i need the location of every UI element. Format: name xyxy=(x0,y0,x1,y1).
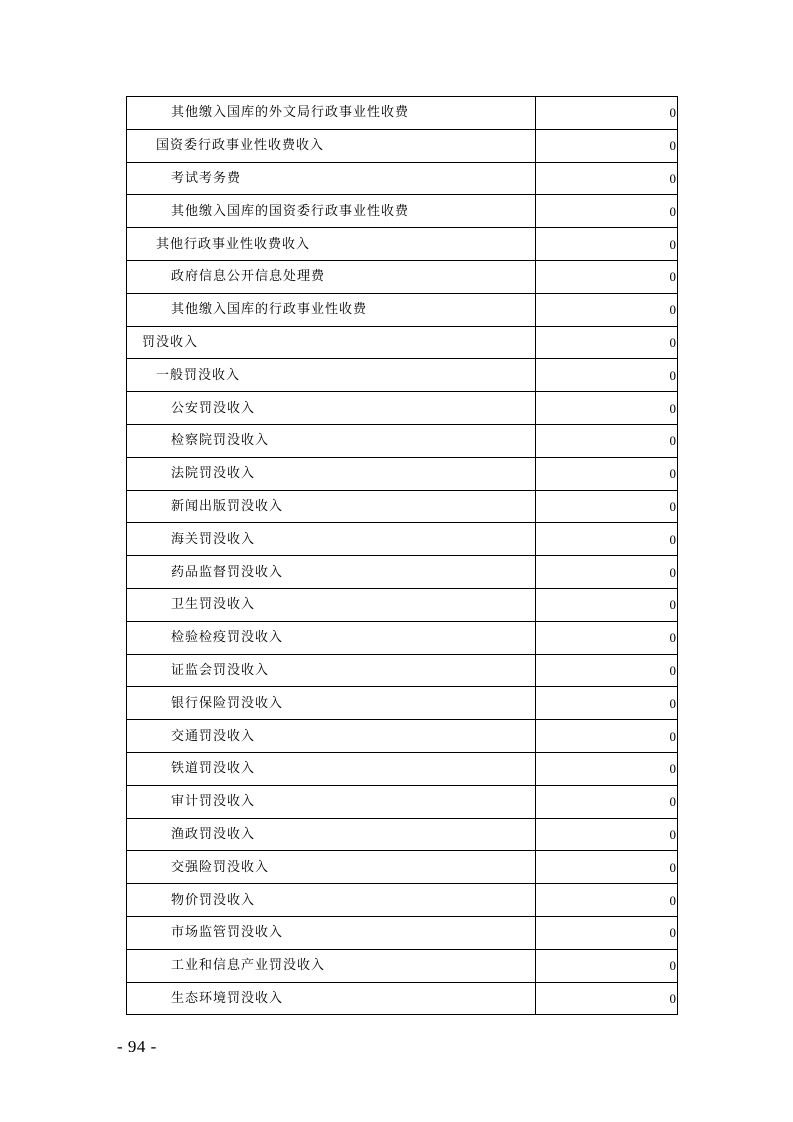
row-item-value: 0 xyxy=(536,490,678,523)
row-item-name: 渔政罚没收入 xyxy=(127,818,536,851)
row-item-name: 市场监管罚没收入 xyxy=(127,916,536,949)
row-item-name: 其他缴入国库的行政事业性收费 xyxy=(127,293,536,326)
row-item-value: 0 xyxy=(536,752,678,785)
row-item-value: 0 xyxy=(536,293,678,326)
table-row xyxy=(127,162,678,195)
table-row xyxy=(127,687,678,720)
row-item-name: 国资委行政事业性收费收入 xyxy=(127,129,536,162)
row-item-name: 法院罚没收入 xyxy=(127,457,536,490)
table-row xyxy=(127,752,678,785)
row-item-value: 0 xyxy=(536,785,678,818)
table-row xyxy=(127,326,678,359)
row-item-name: 一般罚没收入 xyxy=(127,359,536,392)
table-row xyxy=(127,523,678,556)
row-item-name: 海关罚没收入 xyxy=(127,523,536,556)
table-row xyxy=(127,260,678,293)
row-item-name: 考试考务费 xyxy=(127,162,536,195)
row-item-value: 0 xyxy=(536,260,678,293)
table-row xyxy=(127,588,678,621)
row-item-value: 0 xyxy=(536,523,678,556)
row-item-name: 铁道罚没收入 xyxy=(127,752,536,785)
table-row xyxy=(127,359,678,392)
row-item-name: 审计罚没收入 xyxy=(127,785,536,818)
row-item-name: 物价罚没收入 xyxy=(127,884,536,917)
row-item-value: 0 xyxy=(536,818,678,851)
revenue-table xyxy=(126,96,678,1015)
page-number: - 94 - xyxy=(117,1037,157,1056)
table-row xyxy=(127,785,678,818)
table-row xyxy=(127,293,678,326)
row-item-name: 其他缴入国库的外文局行政事业性收费 xyxy=(127,97,536,130)
row-item-value: 0 xyxy=(536,949,678,982)
table-row xyxy=(127,228,678,261)
row-item-value: 0 xyxy=(536,162,678,195)
row-item-name: 检验检疫罚没收入 xyxy=(127,621,536,654)
row-item-value: 0 xyxy=(536,359,678,392)
table-row xyxy=(127,490,678,523)
row-item-name: 银行保险罚没收入 xyxy=(127,687,536,720)
row-item-value: 0 xyxy=(536,588,678,621)
row-item-value: 0 xyxy=(536,556,678,589)
row-item-value: 0 xyxy=(536,916,678,949)
row-item-name: 政府信息公开信息处理费 xyxy=(127,260,536,293)
row-item-name: 卫生罚没收入 xyxy=(127,588,536,621)
row-item-value: 0 xyxy=(536,424,678,457)
row-item-name: 工业和信息产业罚没收入 xyxy=(127,949,536,982)
row-item-value: 0 xyxy=(536,720,678,753)
row-item-value: 0 xyxy=(536,129,678,162)
row-item-name: 其他缴入国库的国资委行政事业性收费 xyxy=(127,195,536,228)
table-row xyxy=(127,949,678,982)
row-item-value: 0 xyxy=(536,228,678,261)
table-row xyxy=(127,982,678,1015)
table-row xyxy=(127,97,678,130)
table-row xyxy=(127,654,678,687)
row-item-name: 生态环境罚没收入 xyxy=(127,982,536,1015)
table-row xyxy=(127,818,678,851)
row-item-value: 0 xyxy=(536,195,678,228)
table-row xyxy=(127,884,678,917)
table-row xyxy=(127,851,678,884)
table-row xyxy=(127,195,678,228)
row-item-value: 0 xyxy=(536,687,678,720)
row-item-name: 药品监督罚没收入 xyxy=(127,556,536,589)
table-row xyxy=(127,129,678,162)
row-item-value: 0 xyxy=(536,982,678,1015)
table-row xyxy=(127,556,678,589)
table-row xyxy=(127,720,678,753)
row-item-name: 公安罚没收入 xyxy=(127,392,536,425)
row-item-value: 0 xyxy=(536,326,678,359)
table-row xyxy=(127,392,678,425)
row-item-value: 0 xyxy=(536,884,678,917)
row-item-name: 罚没收入 xyxy=(127,326,536,359)
table-row xyxy=(127,424,678,457)
row-item-value: 0 xyxy=(536,457,678,490)
row-item-value: 0 xyxy=(536,97,678,130)
row-item-value: 0 xyxy=(536,621,678,654)
row-item-name: 其他行政事业性收费收入 xyxy=(127,228,536,261)
row-item-value: 0 xyxy=(536,392,678,425)
row-item-name: 证监会罚没收入 xyxy=(127,654,536,687)
revenue-table-body xyxy=(127,97,678,1015)
table-row xyxy=(127,621,678,654)
row-item-name: 检察院罚没收入 xyxy=(127,424,536,457)
table-row xyxy=(127,916,678,949)
row-item-value: 0 xyxy=(536,654,678,687)
row-item-value: 0 xyxy=(536,851,678,884)
row-item-name: 交强险罚没收入 xyxy=(127,851,536,884)
row-item-name: 交通罚没收入 xyxy=(127,720,536,753)
row-item-name: 新闻出版罚没收入 xyxy=(127,490,536,523)
table-row xyxy=(127,457,678,490)
